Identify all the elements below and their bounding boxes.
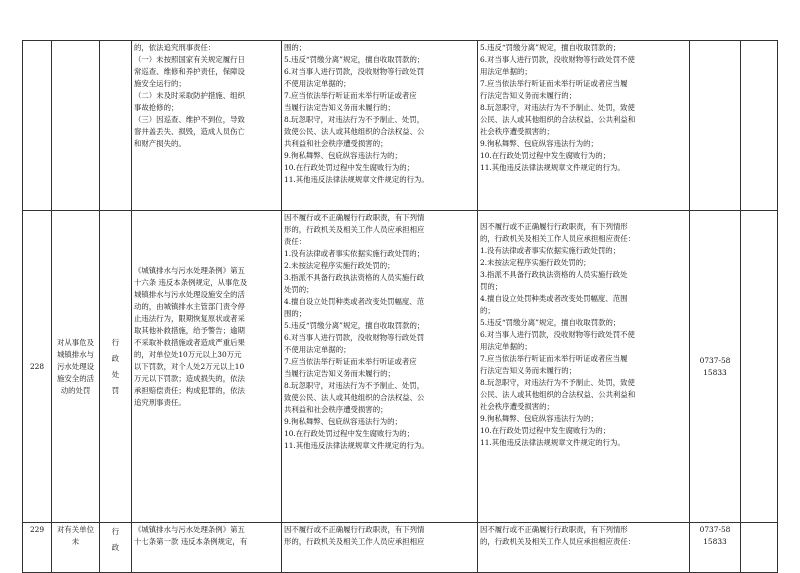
responsibility-cell (282, 211, 478, 523)
legal-basis-line: 不采取补救措施或者造成严重后果 (134, 338, 245, 347)
table-row (23, 211, 778, 523)
accountability-line: 5.违反“罚缴分离”规定，擅自收取罚款的； (480, 43, 621, 52)
legal-basis-line: 十七条第一款 违反本条例规定，有 (134, 537, 248, 546)
contact-phone-cell (690, 211, 741, 523)
responsibility-line: 形的，行政机关及相关工作人员应承担相应 (284, 225, 425, 234)
legal-basis-line: 事故抢修的； (134, 103, 179, 112)
legal-basis-line: 承担赔偿责任；构成犯罪的，依法 (134, 386, 245, 395)
document-page (22, 40, 787, 565)
accountability-line: 9.徇私舞弊、包庇纵容违法行为的； (480, 139, 598, 148)
responsibility-line: 责任： (284, 237, 307, 246)
responsibility-cell (282, 41, 478, 211)
row-number: 228 (29, 361, 45, 371)
legal-basis-line: （二）未及时采取防护措施、组织 (134, 91, 245, 100)
responsibility-line: 8.玩忽职守，对违法行为不予制止、处罚， (284, 115, 425, 124)
remarks-cell (741, 41, 778, 211)
accountability-line: 1.没有法律或者事实依据实施行政处罚的； (480, 246, 621, 255)
accountability-line: 10.在行政处罚过程中发生腐败行为的； (480, 426, 611, 435)
legal-basis-line: 追究刑事责任。 (134, 398, 186, 407)
legal-basis-line: 十六条 违反本条例规定，从事危及 (134, 278, 248, 287)
item-name: 对从事危及城镇排水与污水处理设施安全的活动的处罚 (57, 337, 94, 395)
accountability-cell (478, 523, 690, 573)
responsibility-line: 共利益和社会秩序遭受损害的； (284, 405, 388, 414)
accountability-line: 10.在行政处罚过程中发生腐败行为的； (480, 151, 611, 160)
legal-basis-cell (132, 41, 282, 211)
contact-phone-cell (690, 41, 741, 211)
accountability-line: 行法定告知义务而未履行的； (480, 366, 577, 375)
accountability-line: 9.徇私舞弊、包庇纵容违法行为的； (480, 414, 598, 423)
responsibility-line: 因不履行或不正确履行行政职责，有下列情 (284, 213, 425, 222)
responsibility-line: 8.玩忽职守，对违法行为不予制止、处罚， (284, 381, 425, 390)
legal-basis-line: 常巡查、维修和养护责任，保障设 (134, 67, 245, 76)
item-type: 行政 (111, 527, 120, 552)
item-type-cell (100, 523, 132, 573)
responsibility-line: 11.其他违反法律法规规章文件规定的行为。 (284, 175, 429, 184)
responsibility-line: 4.擅自设立处罚种类或者改变处罚幅度、范 (284, 297, 425, 306)
legal-basis-line: 窨井盖丢失、损毁，造成人员伤亡 (134, 127, 245, 136)
item-type: 行政处罚 (111, 337, 120, 395)
accountability-line: 的，行政机关及相关工作人员应承担相应责任： (480, 537, 636, 546)
item-name: 对有关单位未 (57, 525, 94, 546)
accountability-line: 6.对当事人进行罚款，没收财物等行政处罚不使 (480, 330, 635, 339)
legal-basis-line: 施安全运行的； (134, 79, 186, 88)
item-name-cell (52, 523, 100, 573)
remarks-cell (741, 523, 778, 573)
responsibility-line: 10.在行政处罚过程中发生腐败行为的； (284, 429, 415, 438)
contact-phone: 0737-58 (699, 525, 731, 534)
accountability-line: 3.指派不具备行政执法资格的人员实施行政处 (480, 270, 628, 279)
accountability-line: 因不履行或不正确履行行政职责，有下列情形 (480, 525, 628, 534)
accountability-line: 7.应当依法举行听证而未举行听证或者应当履 (480, 79, 628, 88)
legal-basis-line: （三）因巡查、维护不到位，导致 (134, 115, 245, 124)
contact-phone: 0737-58 (699, 355, 731, 365)
accountability-cell (478, 211, 690, 523)
legal-basis-line: （一）未按照国家有关规定履行日 (134, 55, 245, 64)
responsibility-line: 致使公民、法人或其他组织的合法权益、公 (284, 393, 425, 402)
accountability-line: 8.玩忽职守，对违法行为不予制止、处罚，致使 (480, 378, 635, 387)
accountability-line: 行法定告知义务而未履行的； (480, 91, 577, 100)
accountability-line: 8.玩忽职守，对违法行为不予制止、处罚，致使 (480, 103, 635, 112)
responsibility-line: 7.应当依法举行听证而未举行听证或者应 (284, 91, 417, 100)
responsibility-line: 6.对当事人进行罚款，没收财物等行政处罚 (284, 333, 425, 342)
accountability-line: 因不履行或不正确履行行政职责，有下列情形 (480, 222, 628, 231)
item-type-cell (100, 211, 132, 523)
responsibility-line: 围的； (284, 309, 307, 318)
responsibility-line: 围的； (284, 43, 307, 52)
responsibility-line: 2.未按法定程序实施行政处罚的； (284, 261, 395, 270)
accountability-line: 的，行政机关及相关工作人员应承担相应责任： (480, 234, 636, 243)
item-type-cell (100, 41, 132, 211)
responsibility-line: 1.没有法律或者事实依据实施行政处罚的； (284, 249, 425, 258)
responsibility-line: 11.其他违反法律法规规章文件规定的行为。 (284, 441, 429, 450)
contact-phone: 15833 (703, 367, 727, 377)
accountability-line: 11.其他违反法律法规规章文件规定的行为。 (480, 438, 625, 447)
legal-basis-line: 的，对单位处10万元以上30万元 (134, 350, 242, 359)
responsibility-line: 当履行法定告知义务而未履行的； (284, 369, 395, 378)
row-number-cell (23, 41, 52, 211)
accountability-line: 用法定单据的； (480, 342, 532, 351)
accountability-cell (478, 41, 690, 211)
legal-basis-line: 城镇排水与污水处理设施安全的活 (134, 290, 245, 299)
accountability-line: 5.违反“罚缴分离”规定，擅自收取罚款的； (480, 318, 621, 327)
row-number-cell (23, 523, 52, 573)
accountability-line: 公民、法人或其他组织的合法权益、公共利益和 (480, 115, 636, 124)
accountability-line: 7.应当依法举行听证而未举行听证或者应当履 (480, 354, 628, 363)
legal-basis-cell (132, 211, 282, 523)
responsibility-line: 9.徇私舞弊、包庇纵容违法行为的； (284, 417, 402, 426)
accountability-line: 社会秩序遭受损害的； (480, 127, 554, 136)
responsibility-line: 3.指派不具备行政执法资格的人员实施行政 (284, 273, 425, 282)
responsibility-line: 9.徇私舞弊、包庇纵容违法行为的； (284, 151, 402, 160)
table-row (23, 523, 778, 573)
responsibility-line: 致使公民、法人或其他组织的合法权益、公 (284, 127, 425, 136)
legal-basis-line: 取其他补救措施，给予警告；逾期 (134, 326, 245, 335)
legal-basis-line: 《城镇排水与污水处理条例》第五 (134, 266, 245, 275)
accountability-line: 社会秩序遭受损害的； (480, 402, 554, 411)
accountability-line: 4.擅自设立处罚种类或者改变处罚幅度、范围 (480, 294, 628, 303)
responsibility-line: 因不履行或不正确履行行政职责，有下列情 (284, 525, 425, 534)
legal-basis-line: 万元以下罚款；造成损失的，依法 (134, 374, 245, 383)
contact-phone: 15833 (703, 537, 727, 546)
remarks-cell (741, 211, 778, 523)
accountability-line: 的； (480, 306, 495, 315)
responsibility-line: 5.违反“罚缴分离”规定，擅自收取罚款的； (284, 321, 425, 330)
responsibility-table (22, 40, 778, 573)
legal-basis-line: 以下罚款，对个人处2万元以上10 (134, 362, 245, 371)
table-row (23, 41, 778, 211)
responsibility-cell (282, 523, 478, 573)
accountability-line: 6.对当事人进行罚款，没收财物等行政处罚不使 (480, 55, 635, 64)
accountability-line: 公民、法人或其他组织的合法权益、公共利益和 (480, 390, 636, 399)
responsibility-line: 不使用法定单据的； (284, 345, 351, 354)
contact-phone-cell (690, 523, 741, 573)
legal-basis-line: 动的，由城镇排水主管部门责令停 (134, 302, 245, 311)
responsibility-line: 5.违反“罚缴分离”规定，擅自收取罚款的； (284, 55, 425, 64)
legal-basis-line: 和财产损失的。 (134, 139, 186, 148)
accountability-line: 用法定单据的； (480, 67, 532, 76)
legal-basis-line: 止违法行为，限期恢复原状或者采 (134, 314, 245, 323)
row-number: 229 (29, 525, 45, 534)
legal-basis-line: 的，依法追究刑事责任： (134, 43, 216, 52)
legal-basis-cell (132, 523, 282, 573)
responsibility-line: 处罚的； (284, 285, 314, 294)
row-number-cell (23, 211, 52, 523)
legal-basis-line: 《城镇排水与污水处理条例》第五 (134, 525, 245, 534)
accountability-line: 罚的； (480, 282, 503, 291)
responsibility-line: 7.应当依法举行听证而未举行听证或者应 (284, 357, 417, 366)
responsibility-line: 6.对当事人进行罚款，没收财物等行政处罚 (284, 67, 425, 76)
item-name-cell (52, 41, 100, 211)
responsibility-line: 当履行法定告知义务而未履行的； (284, 103, 395, 112)
responsibility-line: 共利益和社会秩序遭受损害的； (284, 139, 388, 148)
responsibility-line: 不使用法定单据的； (284, 79, 351, 88)
accountability-line: 11.其他违反法律法规规章文件规定的行为。 (480, 163, 625, 172)
accountability-line: 2.未按法定程序实施行政处罚的； (480, 258, 591, 267)
responsibility-line: 10.在行政处罚过程中发生腐败行为的； (284, 163, 415, 172)
responsibility-line: 形的，行政机关及相关工作人员应承担相应 (284, 537, 425, 546)
item-name-cell (52, 211, 100, 523)
